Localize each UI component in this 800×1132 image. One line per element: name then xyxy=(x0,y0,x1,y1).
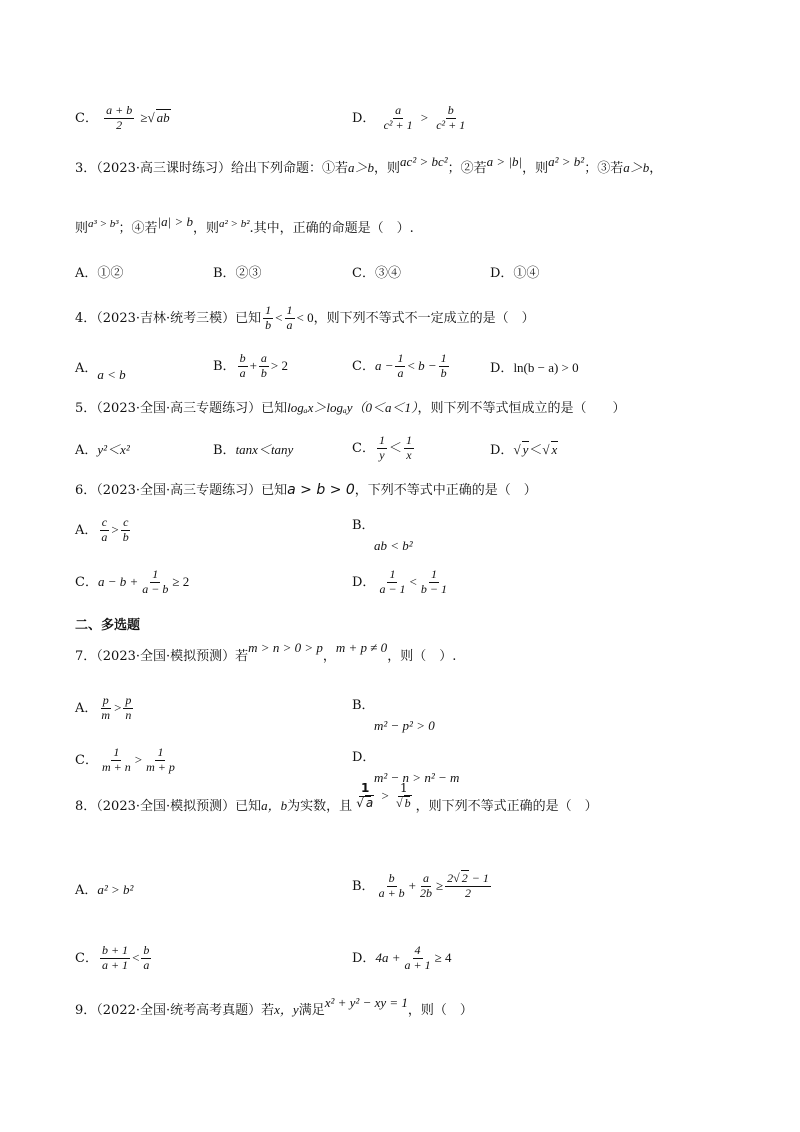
q8-option-a[interactable]: A．a² > b² xyxy=(75,882,134,898)
section-heading: 二、多选题 xyxy=(75,618,141,633)
q8-option-c[interactable]: C． $\frac{b + 1}{a + 1}$ < $\frac{b}{a}$ xyxy=(75,943,150,972)
question-3-stem: 3．（2023·高三课时练习）给出下列命题：①若a＞b，则ac² > bc²；②若a > |b|，则a² > b²；③若a＞b， xyxy=(75,154,663,176)
q7-option-c[interactable]: C． $\frac{1}{m + n}$ > $\frac{1}{m + p}$ xyxy=(75,745,175,774)
question-3-stem-line2: 则$^{a^3 > b^3}$；④若|a| > b，则$^{a^2 > b^2}$.其中，正确的命题是（ ）. xyxy=(75,214,414,236)
q5-option-b[interactable]: B．tanx＜tany xyxy=(213,442,294,458)
q2-option-d[interactable]: D． $\frac{a}{\text{c² + 1}}$ > $\frac{b}{\text{c² + 1}}$ xyxy=(352,103,466,132)
question-6-stem: 6．（2023·全国·高三专题练习）已知a > b > 0，下列不等式中正确的是（ ） xyxy=(75,482,537,498)
q8-option-d[interactable]: D．4a + $\frac{4}{a + 1}$ ≥ 4 xyxy=(352,943,452,972)
q6-option-c[interactable]: C．a − b + $\frac{1}{a - b}$ ≥ 2 xyxy=(75,567,190,596)
q7-option-d[interactable]: D． m² − n > n² − m xyxy=(352,750,460,785)
q5-option-d[interactable]: D．√ y＜√ x xyxy=(490,442,558,458)
q3-option-d[interactable]: D．①④ xyxy=(490,266,540,281)
q4-option-d[interactable]: D．ln(b − a) > 0 xyxy=(490,360,579,376)
q6-option-b[interactable]: B． ab < b² xyxy=(352,518,413,553)
q7-option-a[interactable]: A． $\frac{p}{m}$ > $\frac{p}{n}$ xyxy=(75,693,132,722)
question-5-stem: 5．（2023·全国·高三专题练习）已知logₐx＞logₐy（0＜a＜1），则下列不等式恒成立的是（ ） xyxy=(75,400,626,416)
question-8-stem: 8．（2023·全国·模拟预测）已知a，b为实数，且 $\frac{1}{√ a}$ > $\frac{1}{√ b}$ ，则下列不等式正确的是（ ） xyxy=(75,781,598,814)
q8-option-b[interactable]: B． $\frac{b}{a + b}$ + $\frac{a}{2b}$ ≥ $\frac{2√ 2 - 1}{2}$ xyxy=(352,871,489,900)
q4-option-b[interactable]: B． $\frac{b}{a}$ + $\frac{a}{b}$ > 2 xyxy=(213,351,288,380)
q3-option-b[interactable]: B．②③ xyxy=(213,266,262,281)
question-9-stem: 9．（2022·全国·统考高考真题）若x，y满足x² + y² − xy = 1，则（ ） xyxy=(75,995,473,1018)
q3-option-a[interactable]: A．①② xyxy=(75,266,124,281)
q5-option-a[interactable]: A．y²＜x² xyxy=(75,442,130,458)
q2-option-c[interactable]: C． $\frac{a + b}{2}$ ≥√ ab xyxy=(75,103,170,132)
q4-option-c[interactable]: C．a − $\frac{1}{a}$ < b − $\frac{1}{b}$ xyxy=(352,351,447,380)
question-7-stem: 7．（2023·全国·模拟预测）若m > n > 0 > p，m + p ≠ 0，则（ ）. xyxy=(75,640,457,664)
q3-option-c[interactable]: C．③④ xyxy=(352,266,401,281)
q5-option-c[interactable]: C． $\frac{1}{y}$ ＜ $\frac{1}{x}$ xyxy=(352,433,412,462)
q4-option-a[interactable]: A．a < b xyxy=(75,361,126,382)
q7-option-b[interactable]: B． m² − p² > 0 xyxy=(352,698,435,733)
question-4-stem: 4．（2023·吉林·统考三模）已知 $\frac{1}{b}$ < $\frac{1}{a}$ < 0，则下列不等式不一定成立的是（ ） xyxy=(75,303,535,332)
q6-option-d[interactable]: D． $\frac{1}{a - 1}$ < $\frac{1}{b - 1}$ xyxy=(352,567,447,596)
q6-option-a[interactable]: A． $\frac{c}{a}$ > $\frac{c}{b}$ xyxy=(75,515,129,544)
